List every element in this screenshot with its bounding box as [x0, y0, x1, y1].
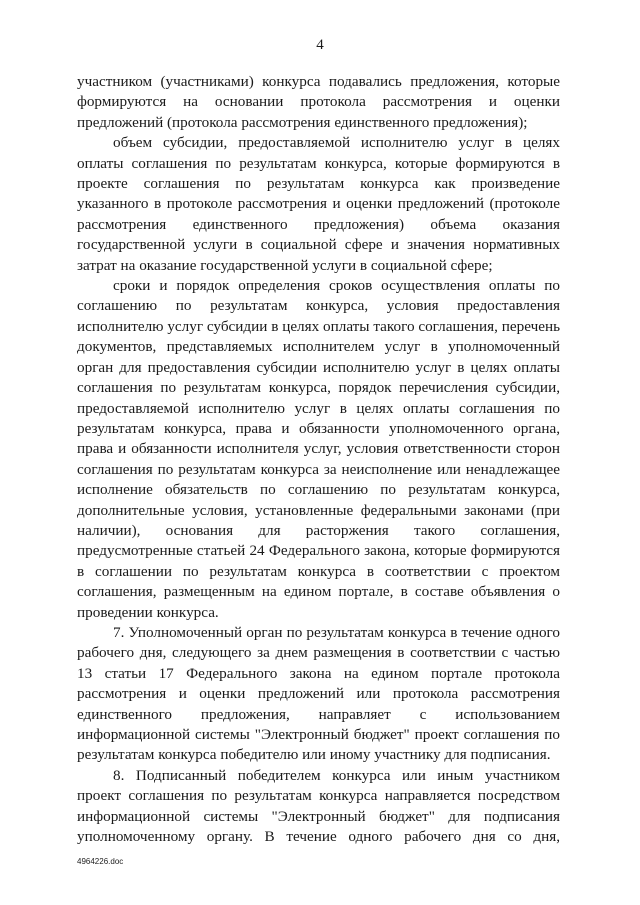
footer-document-id: 4964226.doc [77, 857, 124, 866]
paragraph-item-8: 8. Подписанный победителем конкурса или иным участником проект соглашения по результатам конкурса направляется посредством информационной системы "Электронный бюджет" для подписания уполномоченному органу. В течение одного рабочего дня со дня, [77, 766, 560, 846]
page-number: 4 [316, 37, 324, 53]
paragraph-item-7: 7. Уполномоченный орган по результатам конкурса в течение одного рабочего дня, следующего за днем размещения в соответствии с частью 13 статьи 17 Федерального закона на едином портале протокола рассмотрения и оценки предложений или протокола рассмотрения единственного предложения, направляет с использованием информационной системы "Электронный бюджет" проект соглашения по результатам конкурса победителю или иному участнику для подписания. [77, 623, 560, 764]
paragraph-payment-terms: сроки и порядок определения сроков осуществления оплаты по соглашению по результатам конкурса, условия предоставления исполнителю услуг субсидии в целях оплаты такого соглашения, перечень документов, представляемых исполнителем услуг в уполномоченный орган для предоставления субсидии исполнителю услуг в целях оплаты соглашения по результатам конкурса, порядок перечисления субсидии, предоставляемой исполнителю услуг в целях оплаты соглашения по результатам конкурса, права и обязанности уполномоченного органа, права и обязанности исполнителя услуг, условия ответственности сторон соглашения по результатам конкурса за неисполнение или ненадлежащее исполнение обязательств по соглашению по результатам конкурса, дополнительные условия, установленные федеральными законами (при наличии), основания для расторжения такого соглашения, предусмотренные статьей 24 Федерального закона, которые формируются в соглашении по результатам конкурса в соответствии с проектом соглашения, размещенным на едином портале, в составе объявления о проведении конкурса. [77, 277, 560, 621]
paragraph-continuation: участником (участниками) конкурса подавались предложения, которые формируются на основании протокола рассмотрения и оценки предложений (протокола рассмотрения единственного предложения); [77, 73, 560, 131]
paragraph-subsidy-volume: объем субсидии, предоставляемой исполнителю услуг в целях оплаты соглашения по результатам конкурса, которые формируются в проекте соглашения по результатам конкурса как произведение указанного в протоколе рассмотрения и оценки предложений (протоколе рассмотрения единственного предложения) объема оказания государственной услуги в социальной сфере и значения нормативных затрат на оказание государственной услуги в социальной сфере; [77, 134, 560, 274]
document-body [77, 72, 560, 847]
